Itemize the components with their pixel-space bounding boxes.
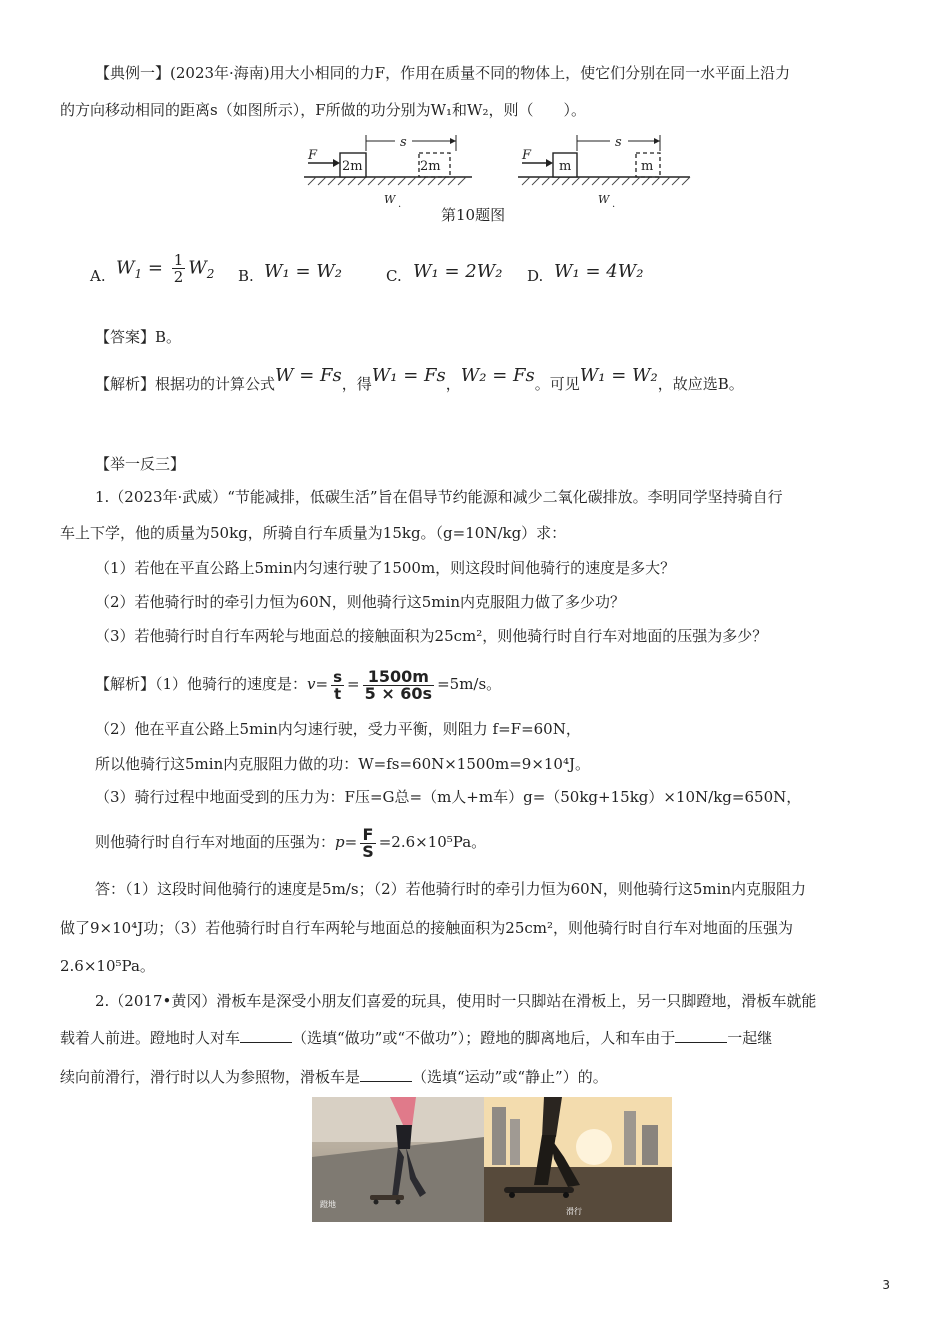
analysis-formula-2: W₁ = Fs: [371, 365, 446, 386]
option-d-label: D.: [527, 267, 544, 285]
page-number: 3: [882, 1278, 890, 1292]
option-a-label: A.: [90, 267, 106, 285]
right-ghost-label: m: [641, 159, 654, 174]
sol3b-p: p=: [335, 833, 358, 851]
right-work-label: W: [598, 193, 610, 206]
option-a: [90, 266, 106, 286]
left-distance-label: s: [400, 135, 407, 150]
q1-answer-2: 做了9×10⁴J功；（3）若他骑行时自行车两轮与地面总的接触面积为25cm²，则他骑行时自行车对地面的压强为: [60, 919, 793, 937]
sol1-numerator: 1500m: [363, 669, 434, 686]
option-b: [238, 266, 254, 286]
left-ghost-label: 2m: [420, 159, 441, 174]
right-block-label: m: [559, 159, 572, 174]
right-force-label: F: [522, 148, 532, 163]
svg-text:.: .: [612, 199, 616, 210]
photo-gliding: [484, 1097, 672, 1222]
sol3b-prefix: 则他骑行时自行车对地面的压强为：: [95, 833, 336, 851]
analysis-text-4: 。可见: [534, 375, 580, 393]
analysis-formula-3: W₂ = Fs: [460, 365, 535, 386]
sol3b-denominator: S: [362, 841, 374, 861]
q2-line-1: 2.（2017•黄冈）滑板车是深受小朋友们喜爱的玩具，使用时一只脚站在滑板上，另一只脚蹬地，滑板车就能: [95, 992, 817, 1010]
q1-sub-1: （1）若他在平直公路上5min内匀速行驶了1500m，则这段时间他骑行的速度是多大？: [95, 559, 676, 577]
q1-solution-2b: 所以他骑行这5min内克服阻力做的功：W=fs=60N×1500m=9×10⁴J。: [95, 755, 591, 773]
left-work-label: W: [384, 193, 396, 206]
q1-sub-3: （3）若他骑行时自行车两轮与地面总的接触面积为25cm²，则他骑行时自行车对地面的压强为多少？: [95, 627, 768, 645]
photo-left-caption: 蹬地: [320, 1200, 336, 1209]
sol1-result: =5m/s。: [437, 675, 502, 693]
option-b-formula: W₁ = W₂: [264, 261, 342, 282]
example-label: 【典例一】: [95, 64, 171, 82]
example-answer: 【答案】B。: [95, 328, 182, 346]
sol1-v: v=: [307, 675, 329, 693]
photo-pushing-off: [312, 1097, 484, 1222]
sol1-t: t: [333, 684, 342, 703]
sol1-s: s: [333, 667, 343, 686]
q2-line-2: [60, 1028, 772, 1048]
option-a-formula: $W_1$ = $\frac{1}{2}$ $W_2$: [116, 251, 215, 286]
example-line-1: [95, 63, 790, 83]
q1-solution-1: 【解析】（1）他骑行的速度是：v= $\frac{s}{t}$ = $\frac{1500m}{5 \times 60s}$ =5m/s。: [95, 666, 502, 703]
sol1-prefix: 【解析】（1）他骑行的速度是：: [95, 675, 308, 693]
option-c-formula: W₁ = 2W₂: [413, 261, 503, 282]
left-block-label: 2m: [342, 159, 363, 174]
q1-solution-3b: [95, 822, 486, 862]
q2-text-e: （选填“运动”或“静止”）的。: [412, 1068, 608, 1086]
practice-heading: 【举一反三】: [95, 455, 186, 473]
option-b-label: B.: [238, 267, 254, 285]
q1-answer-3: 2.6×10⁵Pa。: [60, 957, 155, 975]
example-line-2: 的方向移动相同的距离s（如图所示），F所做的功分别为W₁和W₂，则（ ）。: [60, 101, 586, 119]
option-c-label: C.: [386, 267, 402, 285]
sol1-denominator: 5 × 60s: [364, 683, 433, 703]
analysis-text-2: ，得: [341, 375, 372, 393]
q2-text-a: 载着人前进。蹬地时人对车: [60, 1029, 241, 1047]
q2-text-d: 续向前滑行，滑行时以人为参照物，滑板车是: [60, 1068, 361, 1086]
photo-right-caption: 滑行: [566, 1207, 582, 1216]
q2-blank-1[interactable]: [240, 1028, 292, 1043]
option-d-formula: W₁ = 4W₂: [554, 261, 644, 282]
left-force-label: F: [308, 148, 318, 163]
analysis-formula-4: W₁ = W₂: [579, 365, 658, 386]
analysis-text-5: ，故应选B。: [657, 375, 744, 393]
analysis-text-1: 【解析】根据功的计算公式: [95, 375, 276, 393]
example-analysis: [95, 365, 744, 396]
option-d: [527, 266, 543, 286]
analysis-formula-1: W = Fs: [275, 365, 342, 386]
q2-line-3: [60, 1067, 608, 1087]
figure-caption: 第10题图: [441, 206, 506, 224]
q1-sub-2: （2）若他骑行时的牵引力恒为60N，则他骑行这5min内克服阻力做了多少功？: [95, 593, 625, 611]
q2-text-c: 一起继: [727, 1029, 773, 1047]
sol3b-numerator: F: [360, 827, 376, 844]
sol3b-result: =2.6×10⁵Pa。: [378, 833, 487, 851]
q1-line-2: 车上下学，他的质量为50kg，所骑自行车质量为15kg。（g=10N/kg）求：: [60, 524, 567, 542]
q2-blank-2[interactable]: [675, 1028, 727, 1043]
q1-solution-3a: （3）骑行过程中地面受到的压力为：F压=G总=（m人+m车）g=（50kg+15kg）×10N/kg=650N，: [95, 788, 802, 806]
analysis-text-3: ，: [445, 375, 461, 393]
q2-text-b: （选填“做功”或“不做功”）；蹬地的脚离地后，人和车由于: [292, 1029, 676, 1047]
right-distance-label: s: [615, 135, 622, 150]
q1-line-1: 1.（2023年·武威）“节能减排，低碳生活”旨在倡导节约能源和减少二氧化碳排放。李明同学坚持骑自行: [95, 488, 783, 506]
svg-text:.: .: [398, 199, 402, 210]
q1-answer-1: 答：（1）这段时间他骑行的速度是5m/s；（2）若他骑行时的牵引力恒为60N，则他骑行这5min内克服阻力: [95, 880, 807, 898]
q1-solution-2a: （2）他在平直公路上5min内匀速行驶，受力平衡，则阻力 f=F=60N，: [95, 720, 581, 738]
example-text-1: (2023年·海南)用大小相同的力F，作用在质量不同的物体上，使它们分别在同一水平面上沿力: [170, 64, 791, 82]
q2-blank-3[interactable]: [360, 1067, 412, 1082]
option-c: [386, 266, 402, 286]
example-figure: [300, 133, 692, 228]
